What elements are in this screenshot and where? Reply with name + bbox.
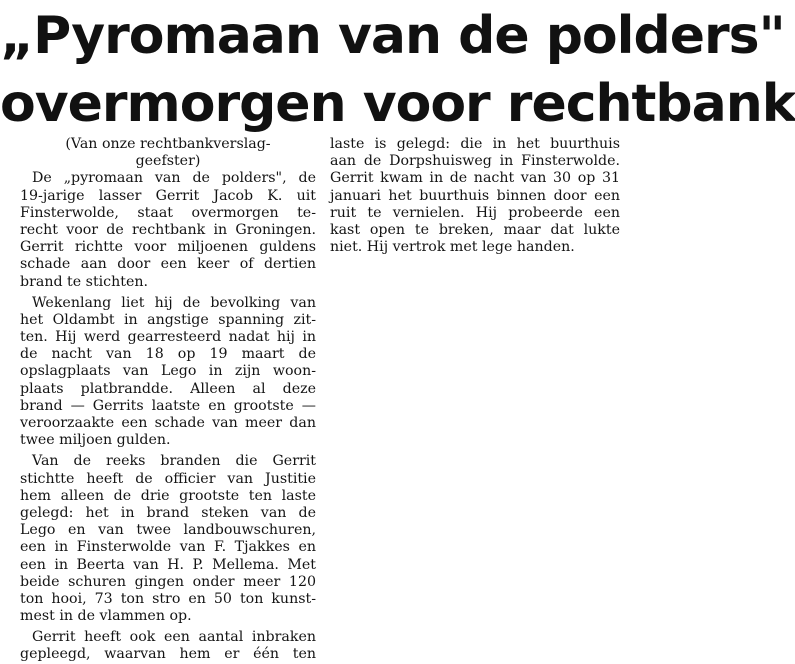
- article-line: het Oldambt in angstige spanning zit-: [20, 311, 316, 328]
- headline-line-1: „Pyromaan van de polders": [0, 6, 785, 66]
- article-line: brand te stichten.: [20, 273, 149, 290]
- article-line: een in Finsterwolde van F. Tjakkes en: [20, 539, 316, 556]
- article-line: ruit te vernielen. Hij probeerde een: [330, 204, 620, 221]
- article-line: 19-jarige lasser Gerrit Jacob K. uit: [20, 187, 316, 204]
- article-line: opslagplaats van Lego in zijn woon-: [20, 363, 316, 380]
- article-line: Lego en van twee landbouwschuren,: [20, 522, 316, 539]
- article-line: geefster): [135, 153, 201, 170]
- article-line: Van de reeks branden die Gerrit: [32, 453, 316, 470]
- article-line: hem alleen de drie grootste ten laste: [20, 487, 316, 504]
- article-line: een in Beerta van H. P. Mellema. Met: [20, 556, 316, 573]
- article-line: gelegd: het in brand steken van de: [20, 504, 316, 521]
- article-line: de nacht van 18 op 19 maart de: [20, 346, 316, 363]
- article-line: stichtte heeft de officier van Justitie: [20, 470, 316, 487]
- article-line: gepleegd, waarvan hem er één ten: [20, 646, 316, 663]
- article-line: schade aan door een keer of dertien: [20, 256, 316, 273]
- headline-line-2: overmorgen voor rechtbank: [0, 74, 795, 134]
- article-line: brand — Gerrits laatste en grootste —: [20, 397, 316, 414]
- article-line: Gerrit richtte voor miljoenen guldens: [20, 239, 316, 256]
- article-line: januari het buurthuis binnen door een: [330, 187, 620, 204]
- article-line: mest in de vlammen op.: [20, 608, 192, 625]
- article-line: (Van onze rechtbankverslag-: [65, 136, 271, 152]
- article-line: twee miljoen gulden.: [20, 432, 171, 449]
- article-line: De „pyromaan van de polders", de: [32, 170, 316, 187]
- article-line: laste is gelegd: die in het buurthuis: [330, 136, 620, 152]
- article-line: Finsterwolde, staat overmorgen te-: [20, 204, 316, 221]
- article-column-right: [330, 136, 620, 256]
- article-line: Gerrit heeft ook een aantal inbraken: [32, 629, 316, 646]
- article-line: aan de Dorpshuisweg in Finsterwolde.: [330, 153, 620, 170]
- article-line: ton hooi, 73 ton stro en 50 ton kunst-: [20, 590, 316, 607]
- article-column-left: [20, 136, 316, 664]
- article-line: Gerrit kwam in de nacht van 30 op 31: [330, 170, 620, 187]
- article-line: recht voor de rechtbank in Groningen.: [20, 221, 316, 238]
- article-line: plaats platbrandde. Alleen al deze: [20, 380, 316, 397]
- article-line: ten. Hij werd gearresteerd nadat hij in: [20, 329, 316, 346]
- article-line: veroorzaakte een schade van meer dan: [20, 415, 316, 431]
- article-line: niet. Hij vertrok met lege handen.: [330, 239, 575, 256]
- article-line: beide schuren gingen onder meer 120: [20, 573, 316, 590]
- article-line: kast open te breken, maar dat lukte: [330, 221, 620, 238]
- article-line: Wekenlang liet hij de bevolking van: [32, 294, 316, 311]
